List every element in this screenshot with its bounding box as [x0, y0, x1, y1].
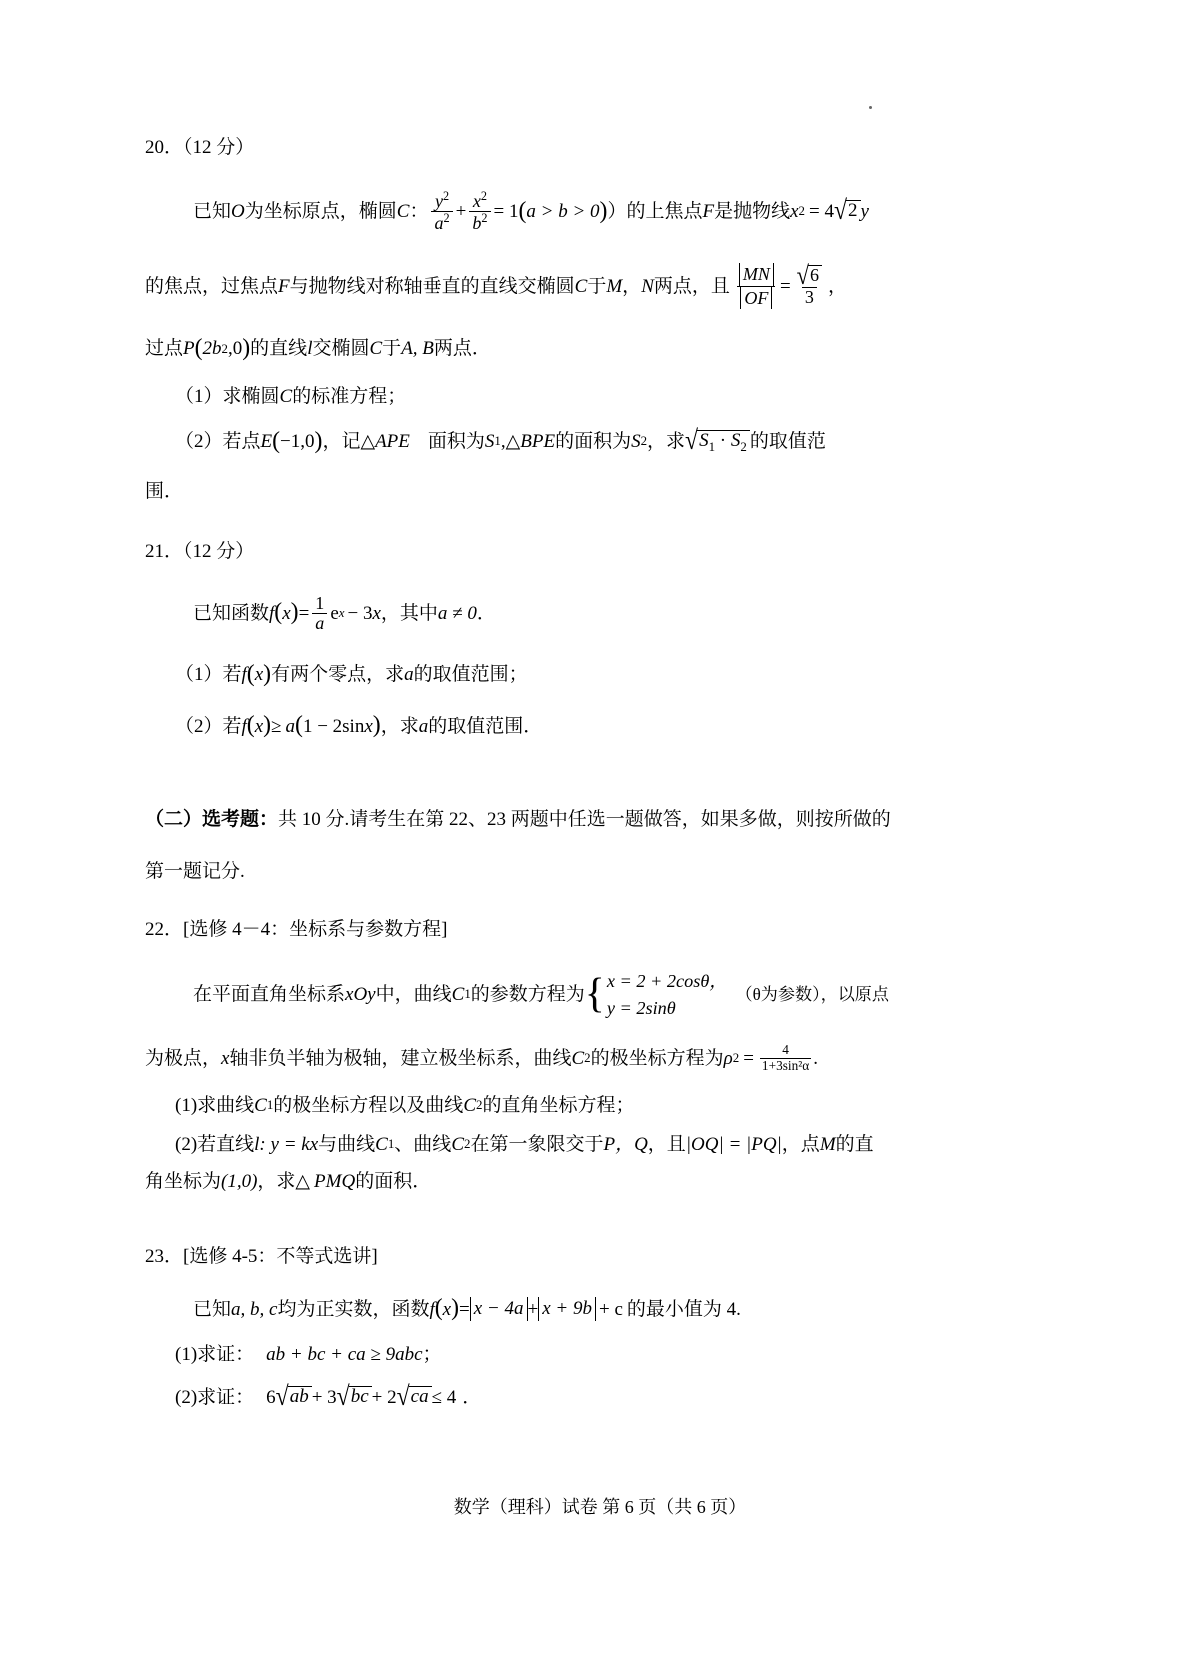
abs-x-9b: x + 9b — [538, 1297, 596, 1321]
stem-text: 已知 — [193, 201, 232, 223]
stem-text: 于 — [382, 338, 402, 360]
sub-text: 的直 — [835, 1134, 874, 1156]
question-20-sub-2: （2）若点 E ( −1,0 ) ，记△ APE 面积为 S 1 ,△ BPE 的面积为 S 2 ，求 √ $S_1 \cdot S_2$ 的取值范 — [175, 425, 826, 456]
stem-text: 于 — [587, 275, 607, 297]
stem-text: 过点 — [145, 338, 184, 360]
sub-text: 的面积． — [355, 1171, 432, 1193]
fraction-1-a: $\frac{1}{a}$ — [312, 594, 327, 633]
sub-text: ，求△ — [257, 1171, 311, 1193]
var-l: l — [307, 338, 313, 360]
var-P: P — [183, 338, 195, 360]
question-20-number: 20． — [145, 137, 184, 158]
question-22-stem-line-1: 在平面直角坐标系 xOy 中，曲线 C 1 的参数方程为 { x = 2 + 2cosθ， y = 2sinθ （θ为参数），以原点 — [145, 968, 1050, 1021]
sqrt-ab: √ ab — [276, 1386, 312, 1410]
question-22-number: 22． — [145, 919, 184, 941]
var-C: C — [574, 275, 588, 297]
equals-one: = 1 — [493, 201, 519, 223]
var-O: O — [231, 201, 245, 223]
var-N: N — [641, 275, 654, 297]
question-21-stem: 已知函数 f ( x ) = $\frac{1}{a}$ e x − 3 x ，其中 a ≠ 0 ． — [193, 592, 496, 633]
stem-text: 的最小值为 4. — [626, 1298, 741, 1320]
question-21-header — [145, 534, 1050, 570]
question-23-number: 23． — [145, 1246, 184, 1268]
point-M-coord: (1,0) — [221, 1171, 258, 1193]
stem-text: 与抛物线对称轴垂直的直线交椭圆 — [289, 275, 575, 297]
stem-text: ，其中 — [380, 602, 438, 624]
stem-text: ： — [409, 201, 429, 223]
section-2-text: 共 10 分.请考生在第 22、23 两题中任选一题做答，如果多做，则按所做的 — [278, 809, 891, 831]
sub-text: 的标准方程； — [292, 385, 407, 407]
var-M: M — [606, 275, 623, 297]
page-footer: 数学（理科）试卷 第 6 页（共 6 页） — [453, 1497, 747, 1517]
question-20-points: （12 分） — [183, 137, 255, 158]
sqrt-2: √ 2 — [834, 200, 861, 224]
sub-text: 的极坐标方程以及曲线 — [273, 1095, 464, 1117]
question-20-sub-1 — [145, 387, 1050, 406]
stem-text: 为坐标原点，椭圆 — [244, 201, 397, 223]
var-C: C — [279, 385, 293, 407]
sqrt-S1S2: √ $S_1 \cdot S_2$ — [685, 430, 750, 454]
question-22-sub-2: (2)若直线 l: y = kx 与曲线 C 1 、曲线 C 2 在第一象限交于 P，Q ，且 |OQ| = |PQ| ，点 M 的直 — [175, 1134, 874, 1156]
fraction-sqrt6-3: √ 6 3 — [794, 265, 825, 308]
var-E: E — [260, 431, 273, 453]
question-21-sub-2: （2）若 f ( x ) ≥ a ( 1 − 2sin x ) ，求 a 的取值范围． — [175, 712, 543, 739]
triangle-APE: APE — [375, 431, 410, 453]
sub-text: （2）若点 — [175, 431, 261, 453]
var-rho: ρ — [723, 1048, 733, 1070]
sub-text: 面积为 — [427, 431, 485, 453]
stem-text: ， — [622, 275, 642, 297]
sub-text: ，点 — [781, 1134, 820, 1156]
fraction-rho-rhs: $\frac{4}{\text{1+3sin²α}}$ — [761, 1042, 810, 1074]
var-AB: A, B — [401, 338, 434, 360]
parabola-rhs: = 4 — [809, 201, 834, 223]
sub-text: 的取值范围． — [428, 715, 543, 737]
stem-text: 已知 — [193, 1298, 232, 1320]
var-S1: S — [484, 431, 495, 453]
sub-text: (1)求证： — [175, 1343, 255, 1365]
condition-a-b: a > b > 0 — [526, 201, 600, 223]
sub-text: (2)求证： — [175, 1387, 255, 1409]
sub-text: 的直角坐标方程； — [482, 1095, 635, 1117]
coord-xOy: xOy — [345, 984, 376, 1006]
stem-text: 两点． — [433, 338, 491, 360]
var-x: x — [790, 201, 799, 223]
question-22-header — [145, 912, 1050, 948]
sub-text: (2)若直线 — [175, 1134, 255, 1156]
vars-abc: a, b, c — [231, 1298, 278, 1320]
question-23-title: [选修 4-5：不等式选讲] — [183, 1246, 378, 1268]
inequality-1: ab + bc + ca ≥ 9abc — [266, 1343, 423, 1365]
question-23-sub-1: (1)求证： ab + bc + ca ≥ 9abc ； — [175, 1343, 442, 1365]
sub-text: 的取值范围； — [413, 664, 528, 686]
section-2-heading — [145, 802, 1050, 838]
stem-text: 均为正实数，函数 — [277, 1298, 430, 1320]
stem-text: 的焦点，过焦点 — [145, 275, 279, 297]
sub-text: 在第一象限交于 — [470, 1134, 604, 1156]
section-2-heading-cont: 第一题记分. — [145, 861, 245, 883]
theta-note: （θ为参数），以原点 — [735, 985, 889, 1005]
question-23-stem: 已知 a, b, c 均为正实数，函数 f ( x ) = x − 4a + x + 9b + c 的最小值为 4. — [193, 1295, 741, 1322]
stem-text: 的极坐标方程为 — [590, 1048, 724, 1070]
sub-text: （1）若 — [175, 664, 242, 686]
line-l-eq: l: y = kx — [254, 1134, 319, 1156]
triangle-BPE: BPE — [520, 431, 556, 453]
question-22-title: [选修 4－4：坐标系与参数方程] — [183, 919, 448, 941]
sub-text: （1）求椭圆 — [175, 385, 280, 407]
var-C: C — [369, 338, 383, 360]
sub-text: 、曲线 — [394, 1134, 452, 1156]
den-b: b — [472, 213, 482, 234]
abs-x-4a: x − 4a — [470, 1297, 528, 1321]
fraction-MN-OF: $\frac{MN}{OF}$ — [736, 263, 777, 309]
question-23-header — [145, 1239, 1050, 1275]
var-S2: S — [631, 431, 641, 453]
triangle-PMQ: PMQ — [314, 1171, 356, 1193]
question-20-header — [145, 130, 1050, 166]
num-y: y — [434, 191, 443, 212]
stem-text: ， — [828, 275, 848, 297]
section-2-label: （二）选考题： — [145, 809, 279, 831]
sub-text: （2）若 — [175, 715, 242, 737]
sub-text: 角坐标为 — [145, 1171, 222, 1193]
stem-text: 的直线 — [250, 338, 308, 360]
var-F: F — [702, 201, 715, 223]
fraction-y2-a2: $\frac{y^2}{a^2}$ — [431, 190, 452, 233]
sub-text: 的面积为 — [555, 431, 632, 453]
sub-text: ，求 — [647, 431, 686, 453]
exp-e: e — [330, 602, 339, 624]
question-20-stem-line-2: 的焦点，过焦点 F 与抛物线对称轴垂直的直线交椭圆 C 于 M ， N 两点，且 $\frac{MN}{OF}$ = √ 6 3 ， — [145, 260, 848, 308]
question-22-stem-line-2: 为极点， x 轴非负半轴为极轴，建立极坐标系，曲线 C 2 的极坐标方程为 ρ 2 = $\frac{4}{\text{1+3sin²α}}$ . — [145, 1042, 818, 1074]
sub-text: (1)求曲线 — [175, 1095, 255, 1117]
question-22-sub-1: (1)求曲线 C 1 的极坐标方程以及曲线 C 2 的直角坐标方程； — [175, 1095, 635, 1117]
question-20-stem-line-3: 过点 P ( 2b 2 ,0 ) 的直线 l 交椭圆 C 于 A, B 两点． — [145, 335, 491, 362]
stem-text: 为极点， — [145, 1048, 222, 1070]
fraction-x2-b2: $\frac{x^2}{b^2}$ — [469, 190, 490, 233]
sub-text: 的取值范 — [749, 431, 826, 453]
var-y: y — [860, 201, 869, 223]
var-C: C — [396, 201, 410, 223]
stem-text: 两点，且 — [653, 275, 730, 297]
sub-text: ,△ — [500, 431, 521, 453]
stem-text: 中，曲线 — [375, 984, 452, 1006]
page-dot-mark — [869, 106, 872, 109]
stem-text: 已知函数 — [193, 602, 270, 624]
stem-text: 是抛物线 — [714, 201, 791, 223]
var-F: F — [278, 275, 290, 297]
den-a: a — [434, 213, 444, 234]
abs-equation: |OQ| = |PQ| — [685, 1134, 782, 1156]
stem-text: 轴非负半轴为极轴，建立极坐标系，曲线 — [229, 1048, 572, 1070]
num-x: x — [472, 191, 481, 212]
function-f: f — [269, 602, 275, 624]
question-21-number: 21． — [145, 540, 184, 562]
sub-text: ，且 — [647, 1134, 686, 1156]
question-22-sub-2-cont — [145, 1172, 1050, 1191]
question-21-points: （12 分） — [183, 540, 255, 562]
question-21-sub-1: （1）若 f ( x ) 有两个零点，求 a 的取值范围； — [175, 660, 528, 687]
question-20-stem-line-1: 已知 O 为坐标原点，椭圆 C ： $\frac{y^2}{a^2}$ + $\frac{x^2}{b^2}$ = 1 ( a > b > 0 ) ）的上焦点 F 是抛物线 x 2 = 4 √ 2 y — [193, 189, 869, 234]
question-23-sub-2: (2)求证： 6 √ ab + 3 √ bc + 2 √ ca ≤ 4 ． — [175, 1381, 482, 1412]
sqrt-bc: √ bc — [337, 1386, 372, 1410]
sub-text: 与曲线 — [318, 1134, 376, 1156]
parametric-cases: { x = 2 + 2cosθ， y = 2sinθ — [584, 970, 728, 1018]
sub-text: 有两个零点，求 — [271, 664, 405, 686]
question-20-sub-2-cont: 围． — [145, 480, 184, 502]
stem-text: 的参数方程为 — [470, 984, 585, 1006]
stem-text: 在平面直角坐标系 — [193, 984, 346, 1006]
sub-text: ，求 — [380, 715, 419, 737]
stem-text: 交椭圆 — [312, 338, 370, 360]
sub-text: ，记△ — [322, 431, 376, 453]
sqrt-ca: √ ca — [397, 1386, 432, 1410]
stem-text: ）的上焦点 — [607, 201, 703, 223]
